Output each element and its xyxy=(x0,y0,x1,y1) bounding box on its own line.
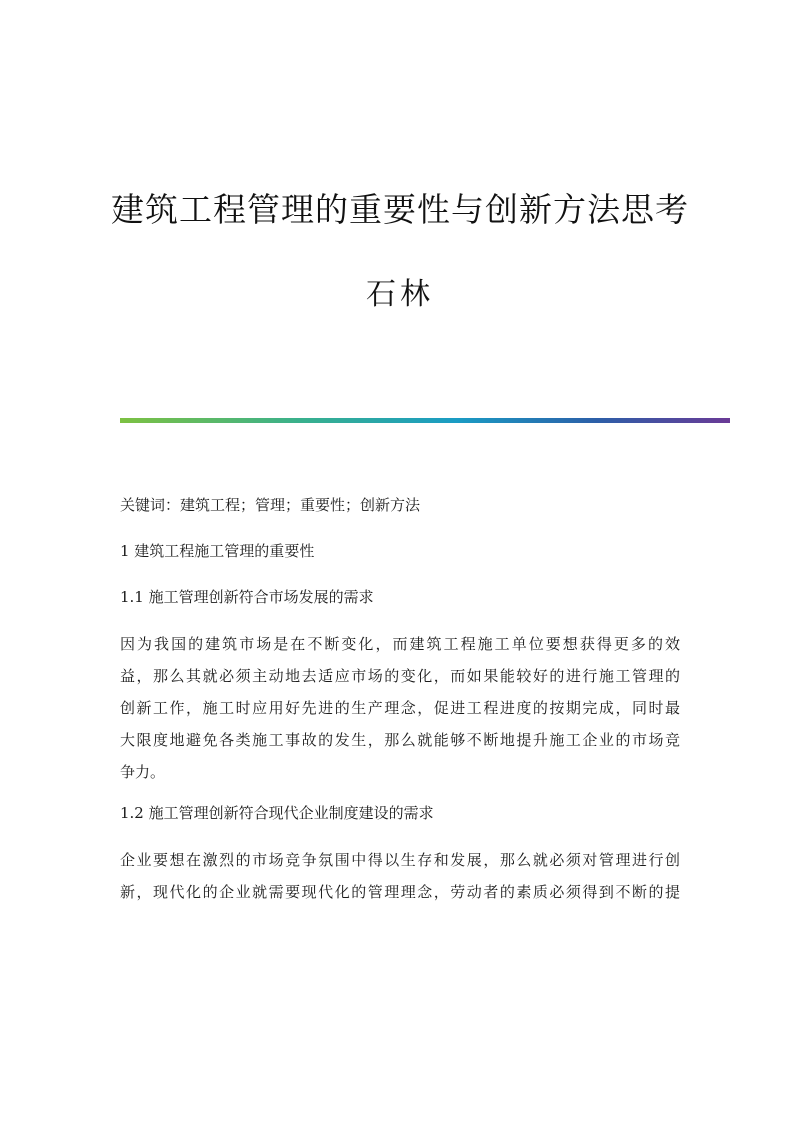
paragraph-line: 创新工作，施工时应用好先进的生产理念，促进工程进度的按期完成，同时最 xyxy=(120,699,680,717)
paragraph-1-2 xyxy=(120,844,680,908)
paragraph-line: 争力。 xyxy=(120,763,166,781)
subsection-heading-1-1: 1.1 施工管理创新符合市场发展的需求 xyxy=(120,588,374,606)
paragraph-line: 新，现代化的企业就需要现代化的管理理念，劳动者的素质必须得到不断的提 xyxy=(120,883,680,901)
document-author: 石林 xyxy=(366,277,434,312)
document-title: 建筑工程管理的重要性与创新方法思考 xyxy=(111,190,689,229)
paragraph-line: 益，那么其就必须主动地去适应市场的变化，而如果能较好的进行施工管理的 xyxy=(120,667,680,685)
paragraph-1-1 xyxy=(120,628,680,788)
document-body xyxy=(120,490,680,918)
paragraph-line: 企业要想在激烈的市场竞争氛围中得以生存和发展，那么就必须对管理进行创 xyxy=(120,851,680,869)
section-heading-1: 1 建筑工程施工管理的重要性 xyxy=(120,542,315,560)
paragraph-line: 因为我国的建筑市场是在不断变化，而建筑工程施工单位要想获得更多的效 xyxy=(120,635,680,653)
keywords-line: 关键词：建筑工程；管理；重要性；创新方法 xyxy=(120,496,421,514)
subsection-heading-1-2: 1.2 施工管理创新符合现代企业制度建设的需求 xyxy=(120,804,434,822)
paragraph-line: 大限度地避免各类施工事故的发生，那么就能够不断地提升施工企业的市场竞 xyxy=(120,731,680,749)
gradient-divider xyxy=(120,418,730,423)
